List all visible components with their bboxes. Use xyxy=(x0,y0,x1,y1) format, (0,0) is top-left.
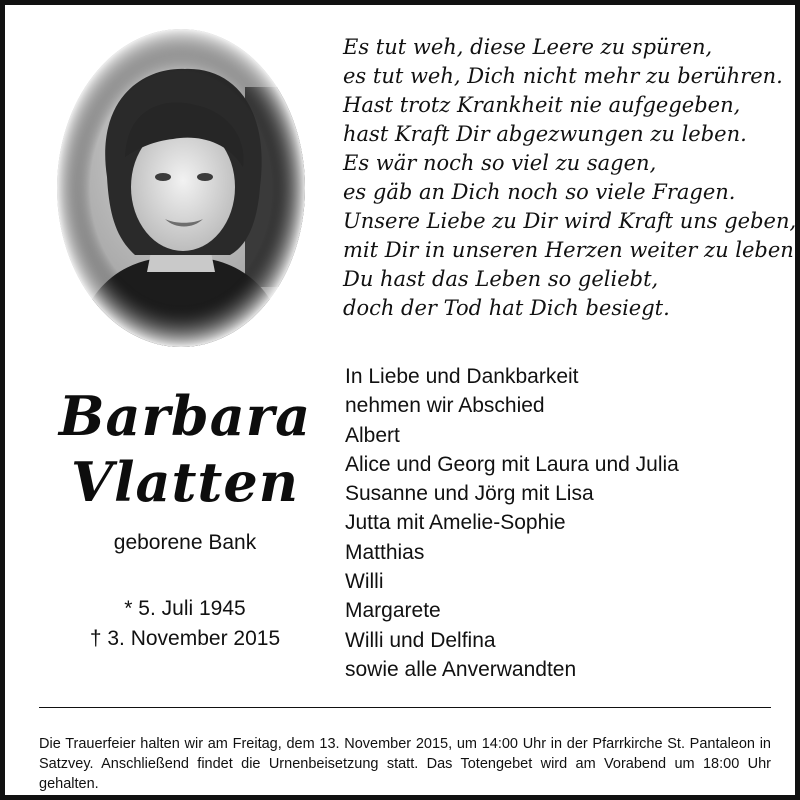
portrait-photo xyxy=(55,27,307,349)
poem xyxy=(343,33,800,323)
maiden-name: geborene Bank xyxy=(113,531,257,554)
divider-line xyxy=(39,707,771,708)
mourners-line: Margarete xyxy=(345,599,441,623)
poem-line: es gäb an Dich noch so viele Fragen. xyxy=(343,180,736,204)
poem-line: mit Dir in unseren Herzen weiter zu leben. xyxy=(343,238,800,262)
deceased-first-name: Barbara xyxy=(58,384,312,448)
mourners-line: Jutta mit Amelie-Sophie xyxy=(345,511,566,535)
poem-line: Es tut weh, diese Leere zu spüren, xyxy=(343,35,713,59)
mourners-line: Albert xyxy=(345,423,400,447)
mourners-line: In Liebe und Dankbarkeit xyxy=(345,365,579,388)
poem-line: Es wär noch so viel zu sagen, xyxy=(343,151,657,175)
mourners-line: Alice und Georg mit Laura und Julia xyxy=(345,452,679,476)
poem-line: Hast trotz Krankheit nie aufgegeben, xyxy=(343,93,741,117)
poem-line: doch der Tod hat Dich besiegt. xyxy=(343,296,670,320)
mourners-line: Matthias xyxy=(345,540,425,564)
funeral-notice: Die Trauerfeier halten wir am Freitag, dem 13. November 2015, um 14:00 Uhr in der Pfarrkirche St. Pantaleon in Satzvey. Anschließend findet die Urnenbeisetzung statt. Das Totengebet wird am Vorabend um 18:00 Uhr gehalten. xyxy=(39,735,771,792)
mourners-list xyxy=(345,362,679,684)
mourners-line: nehmen wir Abschied xyxy=(345,394,545,418)
birth-date: * 5. Juli 1945 xyxy=(124,597,246,620)
poem-line: Du hast das Leben so geliebt, xyxy=(343,267,659,291)
poem-line: Unsere Liebe zu Dir wird Kraft uns geben, xyxy=(343,209,797,233)
mourners-line: Willi und Delfina xyxy=(345,628,496,652)
mourners-line: Susanne und Jörg mit Lisa xyxy=(345,482,594,506)
poem-line: es tut weh, Dich nicht mehr zu berühren. xyxy=(343,64,783,88)
mourners-line: sowie alle Anverwandten xyxy=(345,657,577,681)
poem-line: hast Kraft Dir abgezwungen zu leben. xyxy=(343,122,747,146)
deceased-last-name: Vlatten xyxy=(71,450,299,514)
mourners-line: Willi xyxy=(345,570,384,594)
death-date: † 3. November 2015 xyxy=(89,627,281,650)
